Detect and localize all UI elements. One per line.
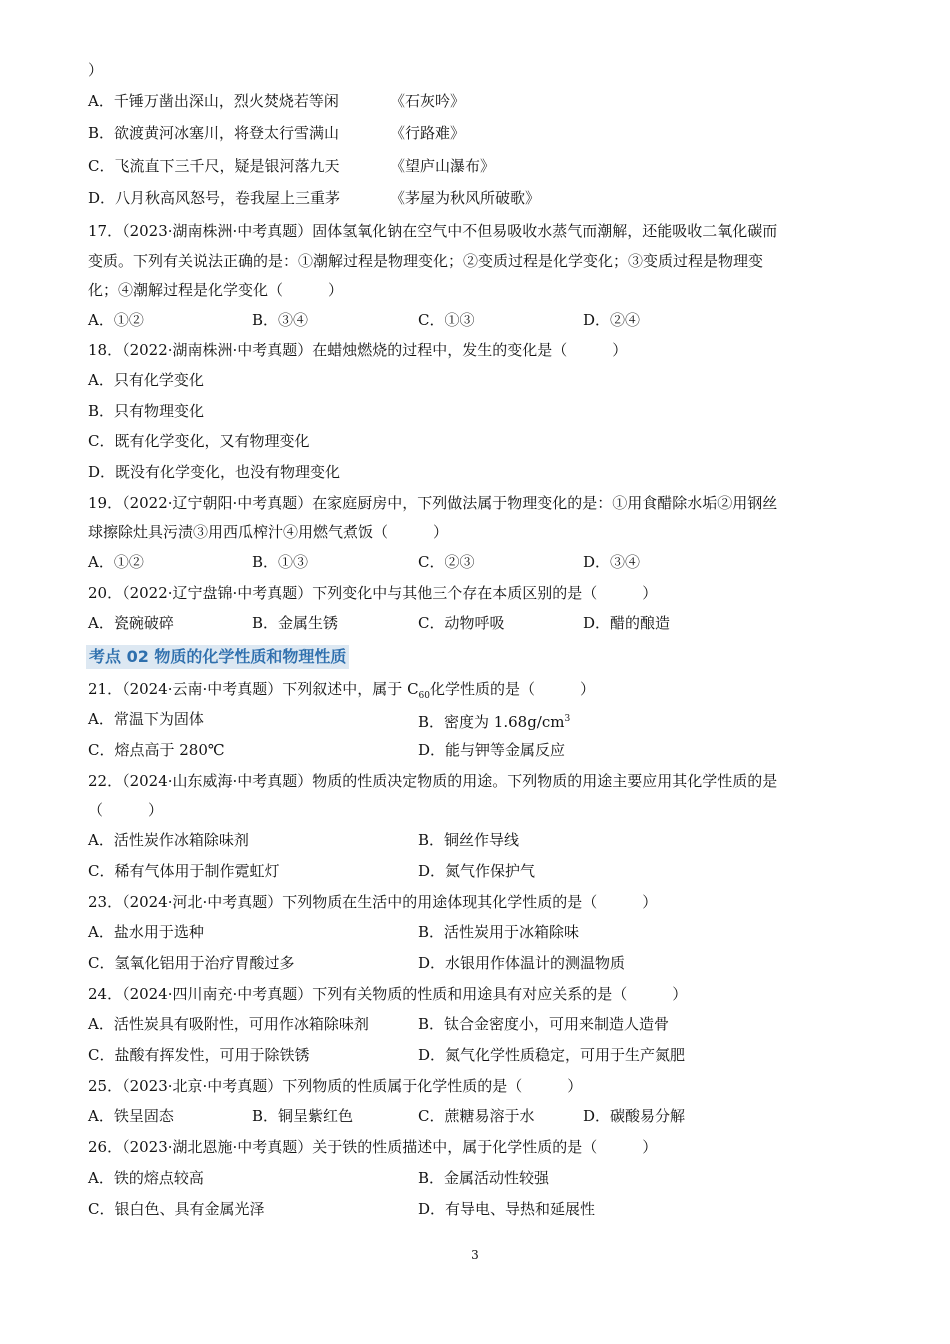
q20-stem: 20．（2022·辽宁盘锦·中考真题）下列变化中与其他三个存在本质区别的是（ ） <box>88 584 658 602</box>
q16-option-a: A．千锤万凿出深山，烈火焚烧若等闲 <box>88 92 339 110</box>
q25-option-b: B．铜呈紫红色 <box>252 1107 354 1125</box>
q24-option-d: D．氮气化学性质稳定，可用于生产氮肥 <box>418 1046 686 1064</box>
q25-option-c: C．蔗糖易溶于水 <box>418 1107 535 1125</box>
q26-option-b: B．金属活动性较强 <box>418 1169 550 1187</box>
q25-option-d: D．碳酸易分解 <box>583 1107 686 1125</box>
q25-stem: 25．（2023·北京·中考真题）下列物质的性质属于化学性质的是（ ） <box>88 1077 583 1095</box>
q26-stem: 26．（2023·湖北恩施·中考真题）关于铁的性质描述中，属于化学性质的是（ ） <box>88 1138 658 1156</box>
q18-option-c: C．既有化学变化，又有物理变化 <box>88 432 310 450</box>
q18-option-d: D．既没有化学变化，也没有物理变化 <box>88 463 341 481</box>
q16-option-d-poem: 《茅屋为秋风所破歌》 <box>390 189 541 207</box>
q23-option-c: C．氢氧化铝用于治疗胃酸过多 <box>88 954 295 972</box>
q17-option-a: A．①② <box>88 311 144 329</box>
q17-stem-line-3: 化；④潮解过程是化学变化（ ） <box>88 281 344 299</box>
q18-option-a: A．只有化学变化 <box>88 371 204 389</box>
q21-option-c: C．熔点高于 280℃ <box>88 741 225 759</box>
q18-stem: 18．（2022·湖南株洲·中考真题）在蜡烛燃烧的过程中，发生的变化是（ ） <box>88 341 628 359</box>
q21-stem: 21．（2024·云南·中考真题）下列叙述中，属于 $C_{60}$化学性质的是（ ） <box>88 680 596 701</box>
q16-option-c: C．飞流直下三千尺，疑是银河落九天 <box>88 157 340 175</box>
q20-option-c: C．动物呼吸 <box>418 614 505 632</box>
q22-option-d: D．氮气作保护气 <box>418 862 536 880</box>
q22-option-a: A．活性炭作冰箱除味剂 <box>88 831 249 849</box>
q23-option-a: A．盐水用于选种 <box>88 923 204 941</box>
q24-option-b: B．钛合金密度小，可用来制造人造骨 <box>418 1015 670 1033</box>
q23-option-b: B．活性炭用于冰箱除味 <box>418 923 580 941</box>
q23-option-d: D．水银用作体温计的测温物质 <box>418 954 626 972</box>
q19-stem-line-1: 19．（2022·辽宁朝阳·中考真题）在家庭厨房中，下列做法属于物理变化的是：①用食醋除水垢②用钢丝 <box>88 494 778 512</box>
q17-stem-line-2: 变质。下列有关说法正确的是：①潮解过程是物理变化；②变质过程是化学变化；③变质过程是物理变 <box>88 252 764 270</box>
q20-option-a: A．瓷碗破碎 <box>88 614 174 632</box>
q25-option-a: A．铁呈固态 <box>88 1107 174 1125</box>
q17-option-b: B．③④ <box>252 311 309 329</box>
q16-option-b-poem: 《行路难》 <box>390 124 466 142</box>
q19-option-d: D．③④ <box>583 553 641 571</box>
q26-option-d: D．有导电、导热和延展性 <box>418 1200 596 1218</box>
q22-option-c: C．稀有气体用于制作霓虹灯 <box>88 862 280 880</box>
q16-option-c-poem: 《望庐山瀑布》 <box>390 157 496 175</box>
q24-option-a: A．活性炭具有吸附性，可用作冰箱除味剂 <box>88 1015 369 1033</box>
q21-option-b: B．密度为 $1.68g/cm^3$ <box>418 713 571 731</box>
page-number: 3 <box>471 1248 479 1262</box>
q19-option-a: A．①② <box>88 553 144 571</box>
q24-stem: 24．（2024·四川南充·中考真题）下列有关物质的性质和用途具有对应关系的是（ ） <box>88 985 688 1003</box>
q22-stem-line-2: （ ） <box>88 801 164 819</box>
q21-option-a: A．常温下为固体 <box>88 710 204 728</box>
q18-option-b: B．只有物理变化 <box>88 402 205 420</box>
q17-option-c: C．①③ <box>418 311 475 329</box>
q22-stem-line-1: 22．（2024·山东威海·中考真题）物质的性质决定物质的用途。下列物质的用途主要应用其化学性质的是 <box>88 772 778 790</box>
q21-option-d: D．能与钾等金属反应 <box>418 741 566 759</box>
q22-option-b: B．铜丝作导线 <box>418 831 520 849</box>
q16-option-a-poem: 《石灰吟》 <box>390 92 466 110</box>
section-heading: 考点 02 物质的化学性质和物理性质 <box>86 645 349 669</box>
q19-stem-line-2: 球擦除灶具污渍③用西瓜榨汁④用燃气煮饭（ ） <box>88 523 449 541</box>
q19-option-c: C．②③ <box>418 553 475 571</box>
q17-option-d: D．②④ <box>583 311 641 329</box>
q16-tail: ） <box>88 61 104 79</box>
q20-option-d: D．醋的酿造 <box>583 614 671 632</box>
q17-stem-line-1: 17．（2023·湖南株洲·中考真题）固体氢氧化钠在空气中不但易吸收水蒸气而潮解，还能吸收二氧化碳而 <box>88 222 778 240</box>
q19-option-b: B．①③ <box>252 553 309 571</box>
q16-option-d: D．八月秋高风怒号，卷我屋上三重茅 <box>88 189 341 207</box>
q26-option-c: C．银白色、具有金属光泽 <box>88 1200 265 1218</box>
q16-option-b: B．欲渡黄河冰塞川，将登太行雪满山 <box>88 124 340 142</box>
q23-stem: 23．（2024·河北·中考真题）下列物质在生活中的用途体现其化学性质的是（ ） <box>88 893 658 911</box>
q20-option-b: B．金属生锈 <box>252 614 339 632</box>
q24-option-c: C．盐酸有挥发性，可用于除铁锈 <box>88 1046 310 1064</box>
q26-option-a: A．铁的熔点较高 <box>88 1169 204 1187</box>
